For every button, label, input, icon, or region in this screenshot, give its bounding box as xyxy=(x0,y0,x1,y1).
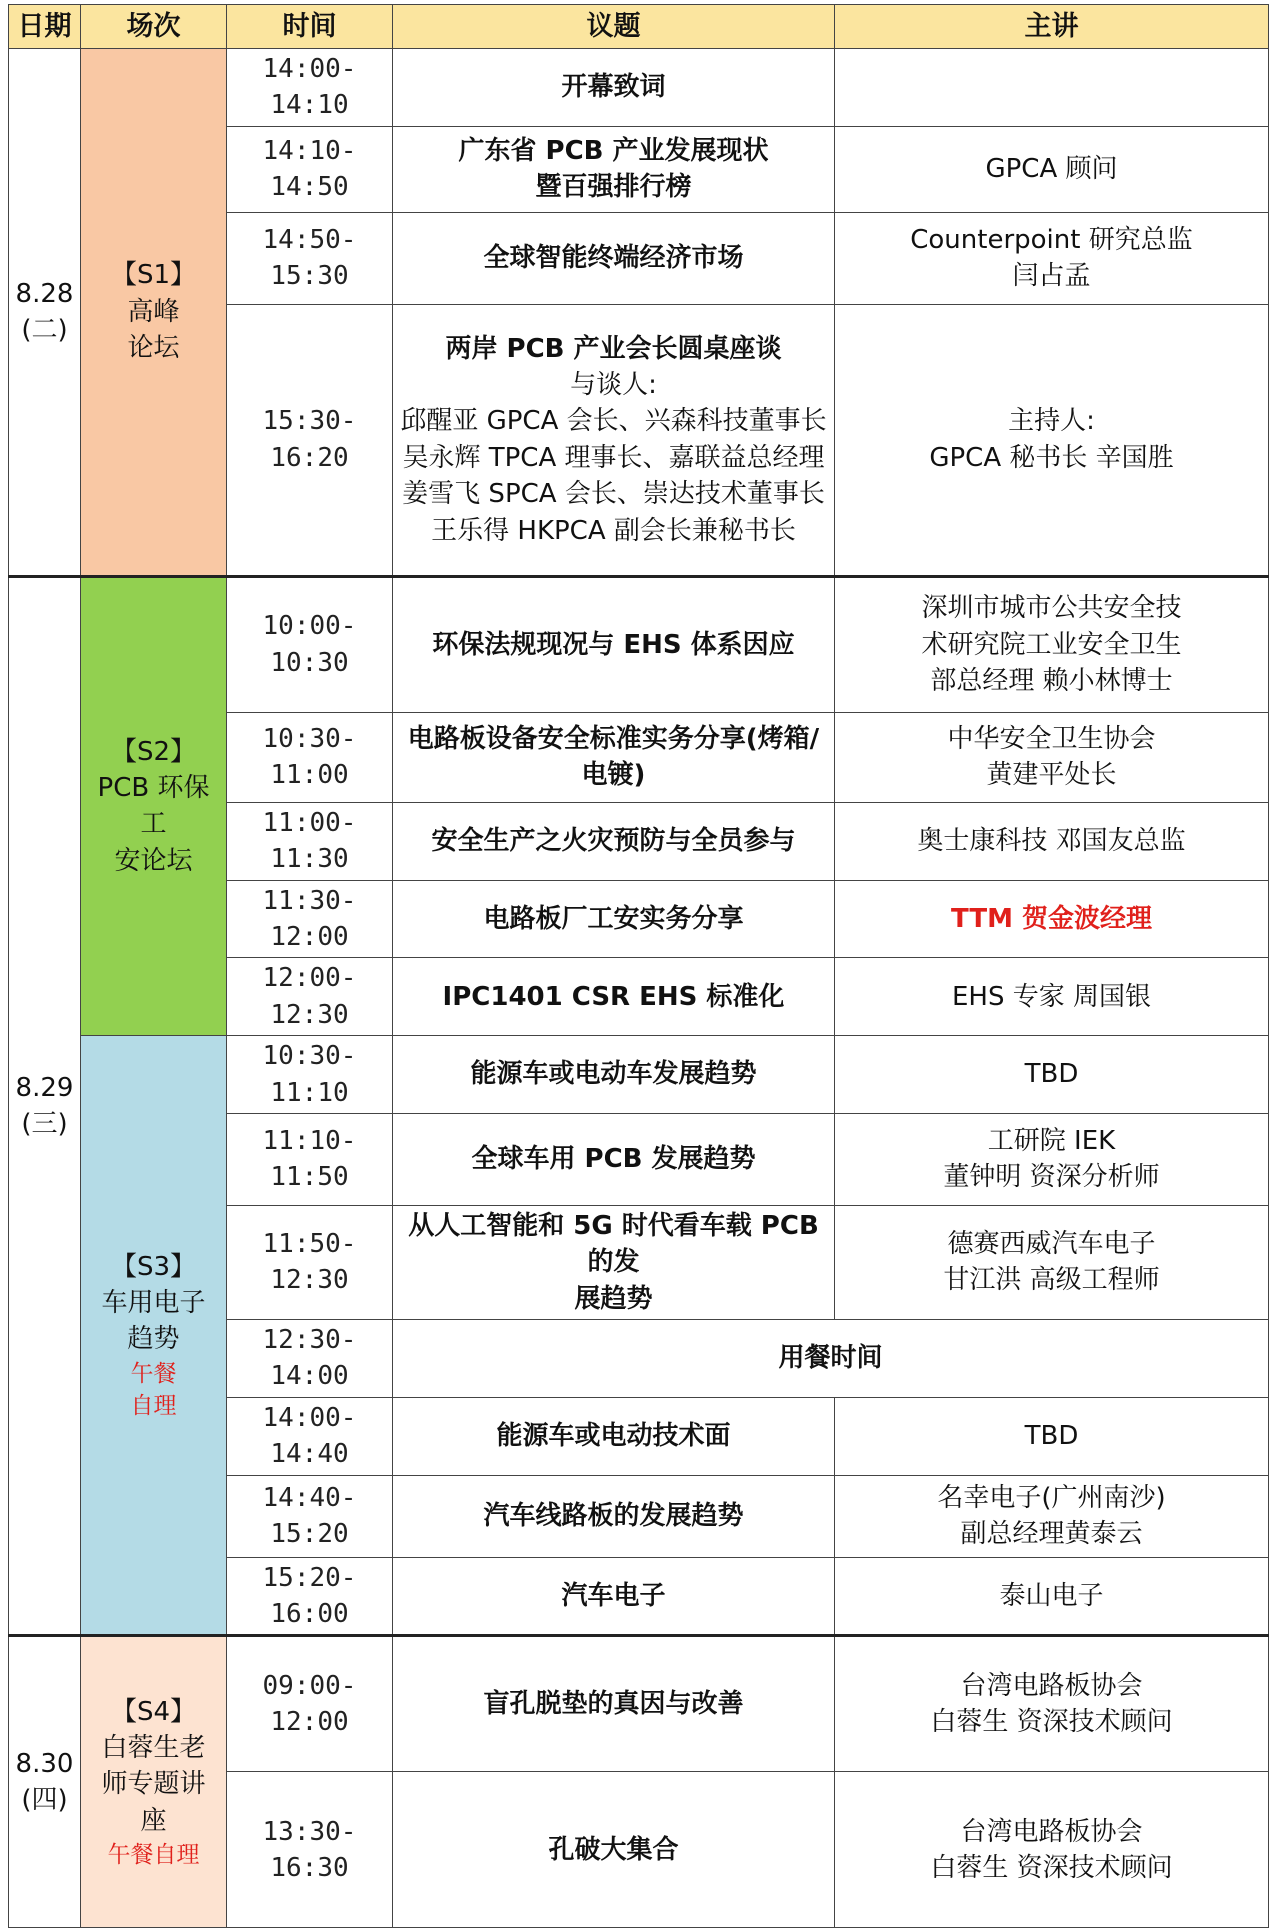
time-cell: 14:50-15:30 xyxy=(227,212,393,304)
topic-line: IPC1401 CSR EHS 标准化 xyxy=(442,981,785,1012)
time-cell: 11:00-11:30 xyxy=(227,802,393,880)
topic-line: 盲孔脱垫的真因与改善 xyxy=(483,1689,744,1720)
session-name: 趋势 xyxy=(127,1324,180,1355)
topic-line: 汽车电子 xyxy=(561,1580,666,1611)
speaker-line: 副总经理黄泰云 xyxy=(960,1519,1143,1550)
speaker-line: 深圳市城市公共安全技 xyxy=(921,593,1182,624)
topic-line: 暨百强排行榜 xyxy=(535,172,692,203)
header-time: 时间 xyxy=(227,5,393,49)
session-name: 论坛 xyxy=(127,333,180,364)
topic-line: 用餐时间 xyxy=(778,1343,883,1374)
topic-cell xyxy=(393,1205,835,1319)
speaker-cell xyxy=(835,1397,1269,1475)
speaker-line: 德赛西威汽车电子 xyxy=(947,1229,1156,1260)
topic-cell xyxy=(393,880,835,958)
speaker-line: 黄建平处长 xyxy=(986,760,1117,791)
speaker-line: TBD xyxy=(1024,1421,1079,1452)
topic-cell xyxy=(393,1113,835,1205)
table-row xyxy=(9,576,1269,712)
speaker-line: 台湾电路板协会 xyxy=(960,1816,1143,1847)
speaker-line: TBD xyxy=(1024,1059,1079,1090)
speaker-line: GPCA 秘书长 辛国胜 xyxy=(929,442,1174,473)
session-name: 车用电子 xyxy=(101,1287,206,1318)
topic-line: 广东省 PCB 产业发展现状 xyxy=(458,135,769,166)
lunch-note: 午餐 xyxy=(130,1360,177,1387)
topic-line: 孔破大集合 xyxy=(548,1834,679,1865)
topic-cell xyxy=(393,958,835,1036)
session-cell-s4 xyxy=(81,1636,227,1928)
session-code: 【S4】 xyxy=(110,1696,197,1727)
weekday-label: (二) xyxy=(21,314,68,345)
topic-detail-line: 姜雪飞 SPCA 会长、崇达技术董事长 xyxy=(402,479,825,510)
speaker-line: 白蓉生 资深技术顾问 xyxy=(930,1707,1173,1738)
speaker-line: 奥士康科技 邓国友总监 xyxy=(917,825,1186,856)
time-cell: 14:40-15:20 xyxy=(227,1475,393,1557)
topic-cell xyxy=(393,712,835,802)
speaker-cell xyxy=(835,1772,1269,1928)
speaker-line: 部总经理 赖小林博士 xyxy=(930,665,1173,696)
time-cell: 14:10-14:50 xyxy=(227,126,393,212)
topic-detail-line: 与谈人: xyxy=(570,370,657,400)
time-cell: 15:20-16:00 xyxy=(227,1557,393,1636)
topic-cell xyxy=(393,1772,835,1928)
session-name: 高峰 xyxy=(127,296,180,327)
topic-cell xyxy=(393,1636,835,1772)
topic-line: 从人工智能和 5G 时代看车载 PCB 的发 xyxy=(408,1210,819,1278)
speaker-cell xyxy=(835,1113,1269,1205)
time-cell: 10:30-11:10 xyxy=(227,1036,393,1114)
speaker-line: GPCA 顾问 xyxy=(985,154,1118,185)
topic-line: 全球智能终端经济市场 xyxy=(483,243,744,274)
speaker-line: 白蓉生 资深技术顾问 xyxy=(930,1852,1173,1883)
speaker-cell xyxy=(835,802,1269,880)
date-label: 8.28 xyxy=(15,278,74,309)
speaker-cell xyxy=(835,304,1269,576)
table-row xyxy=(9,1036,1269,1114)
topic-line: 全球车用 PCB 发展趋势 xyxy=(471,1144,756,1175)
session-name: 白蓉生老 xyxy=(101,1732,206,1763)
speaker-cell xyxy=(835,958,1269,1036)
speaker-line: 主持人: xyxy=(1008,406,1095,437)
speaker-line: 中华安全卫生协会 xyxy=(947,723,1156,754)
topic-cell xyxy=(393,304,835,576)
date-label: 8.30 xyxy=(15,1749,74,1780)
date-label: 8.29 xyxy=(15,1072,74,1103)
lunch-note: 午餐自理 xyxy=(107,1842,200,1869)
speaker-line: 董钟明 资深分析师 xyxy=(943,1162,1160,1193)
time-cell: 11:30-12:00 xyxy=(227,880,393,958)
time-cell: 14:00-14:40 xyxy=(227,1397,393,1475)
topic-cell xyxy=(393,1475,835,1557)
topic-line: 安全生产之火灾预防与全员参与 xyxy=(431,825,796,856)
topic-cell xyxy=(393,1397,835,1475)
speaker-line: 台湾电路板协会 xyxy=(960,1671,1143,1702)
speaker-cell xyxy=(835,212,1269,304)
topic-line: 两岸 PCB 产业会长圆桌座谈 xyxy=(445,333,782,364)
speaker-cell xyxy=(835,1036,1269,1114)
topic-cell xyxy=(393,212,835,304)
time-cell: 15:30-16:20 xyxy=(227,304,393,576)
session-cell-s2 xyxy=(81,576,227,1035)
session-name: 安论坛 xyxy=(114,845,193,876)
speaker-cell xyxy=(835,1557,1269,1636)
time-cell: 09:00-12:00 xyxy=(227,1636,393,1772)
time-cell: 13:30-16:30 xyxy=(227,1772,393,1928)
time-cell: 11:10-11:50 xyxy=(227,1113,393,1205)
speaker-line: 术研究院工业安全卫生 xyxy=(921,629,1182,660)
topic-line: 能源车或电动技术面 xyxy=(496,1421,731,1452)
topic-line: 开幕致词 xyxy=(561,72,666,103)
agenda-table xyxy=(8,4,1269,1928)
topic-detail-line: 吴永辉 TPCA 理事长、嘉联益总经理 xyxy=(402,442,825,473)
date-cell xyxy=(9,1636,81,1928)
topic-cell xyxy=(393,126,835,212)
weekday-label: (四) xyxy=(21,1785,68,1816)
topic-line: 电路板设备安全标准实务分享(烤箱/ xyxy=(407,723,820,754)
topic-cell xyxy=(393,1036,835,1114)
topic-detail-line: 王乐得 HKPCA 副会长兼秘书长 xyxy=(431,515,796,546)
topic-line: 电路板厂工安实务分享 xyxy=(483,903,744,934)
speaker-cell xyxy=(835,1636,1269,1772)
topic-cell xyxy=(393,576,835,712)
weekday-label: (三) xyxy=(21,1109,68,1140)
speaker-cell xyxy=(835,880,1269,958)
speaker-cell xyxy=(835,49,1269,127)
speaker-line: 名幸电子(广州南沙) xyxy=(937,1482,1166,1513)
speaker-line: 工研院 IEK xyxy=(987,1126,1116,1157)
header-speaker: 主讲 xyxy=(835,5,1269,49)
session-cell-s1 xyxy=(81,49,227,577)
speaker-cell xyxy=(835,576,1269,712)
speaker-cell xyxy=(835,1475,1269,1557)
lunch-break-cell xyxy=(393,1320,1269,1398)
session-name: PCB 环保工 xyxy=(97,773,210,840)
header-row xyxy=(9,5,1269,49)
speaker-line: TTM 贺金波经理 xyxy=(951,903,1152,934)
topic-line: 汽车线路板的发展趋势 xyxy=(483,1500,744,1531)
session-code: 【S1】 xyxy=(110,260,197,291)
topic-cell xyxy=(393,802,835,880)
session-name: 师专题讲 xyxy=(101,1769,206,1800)
time-cell: 10:30-11:00 xyxy=(227,712,393,802)
table-row xyxy=(9,49,1269,127)
time-cell: 10:00-10:30 xyxy=(227,576,393,712)
header-topic: 议题 xyxy=(393,5,835,49)
session-code: 【S3】 xyxy=(110,1251,197,1282)
topic-detail-line: 邱醒亚 GPCA 会长、兴森科技董事长 xyxy=(400,406,827,437)
topic-cell xyxy=(393,1557,835,1636)
session-code: 【S2】 xyxy=(110,736,197,767)
time-cell: 12:30-14:00 xyxy=(227,1320,393,1398)
topic-line: 能源车或电动车发展趋势 xyxy=(470,1059,757,1090)
topic-line: 展趋势 xyxy=(574,1283,653,1314)
topic-cell xyxy=(393,49,835,127)
table-row xyxy=(9,1636,1269,1772)
header-date: 日期 xyxy=(9,5,81,49)
speaker-line: 甘江洪 高级工程师 xyxy=(943,1265,1160,1296)
time-cell: 12:00-12:30 xyxy=(227,958,393,1036)
time-cell: 14:00-14:10 xyxy=(227,49,393,127)
speaker-cell xyxy=(835,712,1269,802)
date-cell xyxy=(9,576,81,1636)
speaker-line: Counterpoint 研究总监 xyxy=(910,224,1193,255)
session-cell-s3 xyxy=(81,1036,227,1636)
speaker-cell xyxy=(835,126,1269,212)
speaker-line: 泰山电子 xyxy=(999,1580,1104,1611)
time-cell: 11:50-12:30 xyxy=(227,1205,393,1319)
topic-line: 环保法规现况与 EHS 体系因应 xyxy=(432,629,795,660)
date-cell xyxy=(9,49,81,577)
header-session: 场次 xyxy=(81,5,227,49)
session-name: 座 xyxy=(140,1805,167,1836)
speaker-cell xyxy=(835,1205,1269,1319)
topic-line: 电镀) xyxy=(581,760,646,791)
speaker-line: EHS 专家 周国银 xyxy=(951,981,1151,1012)
speaker-line: 闫占孟 xyxy=(1012,261,1091,292)
lunch-note: 自理 xyxy=(130,1392,177,1419)
